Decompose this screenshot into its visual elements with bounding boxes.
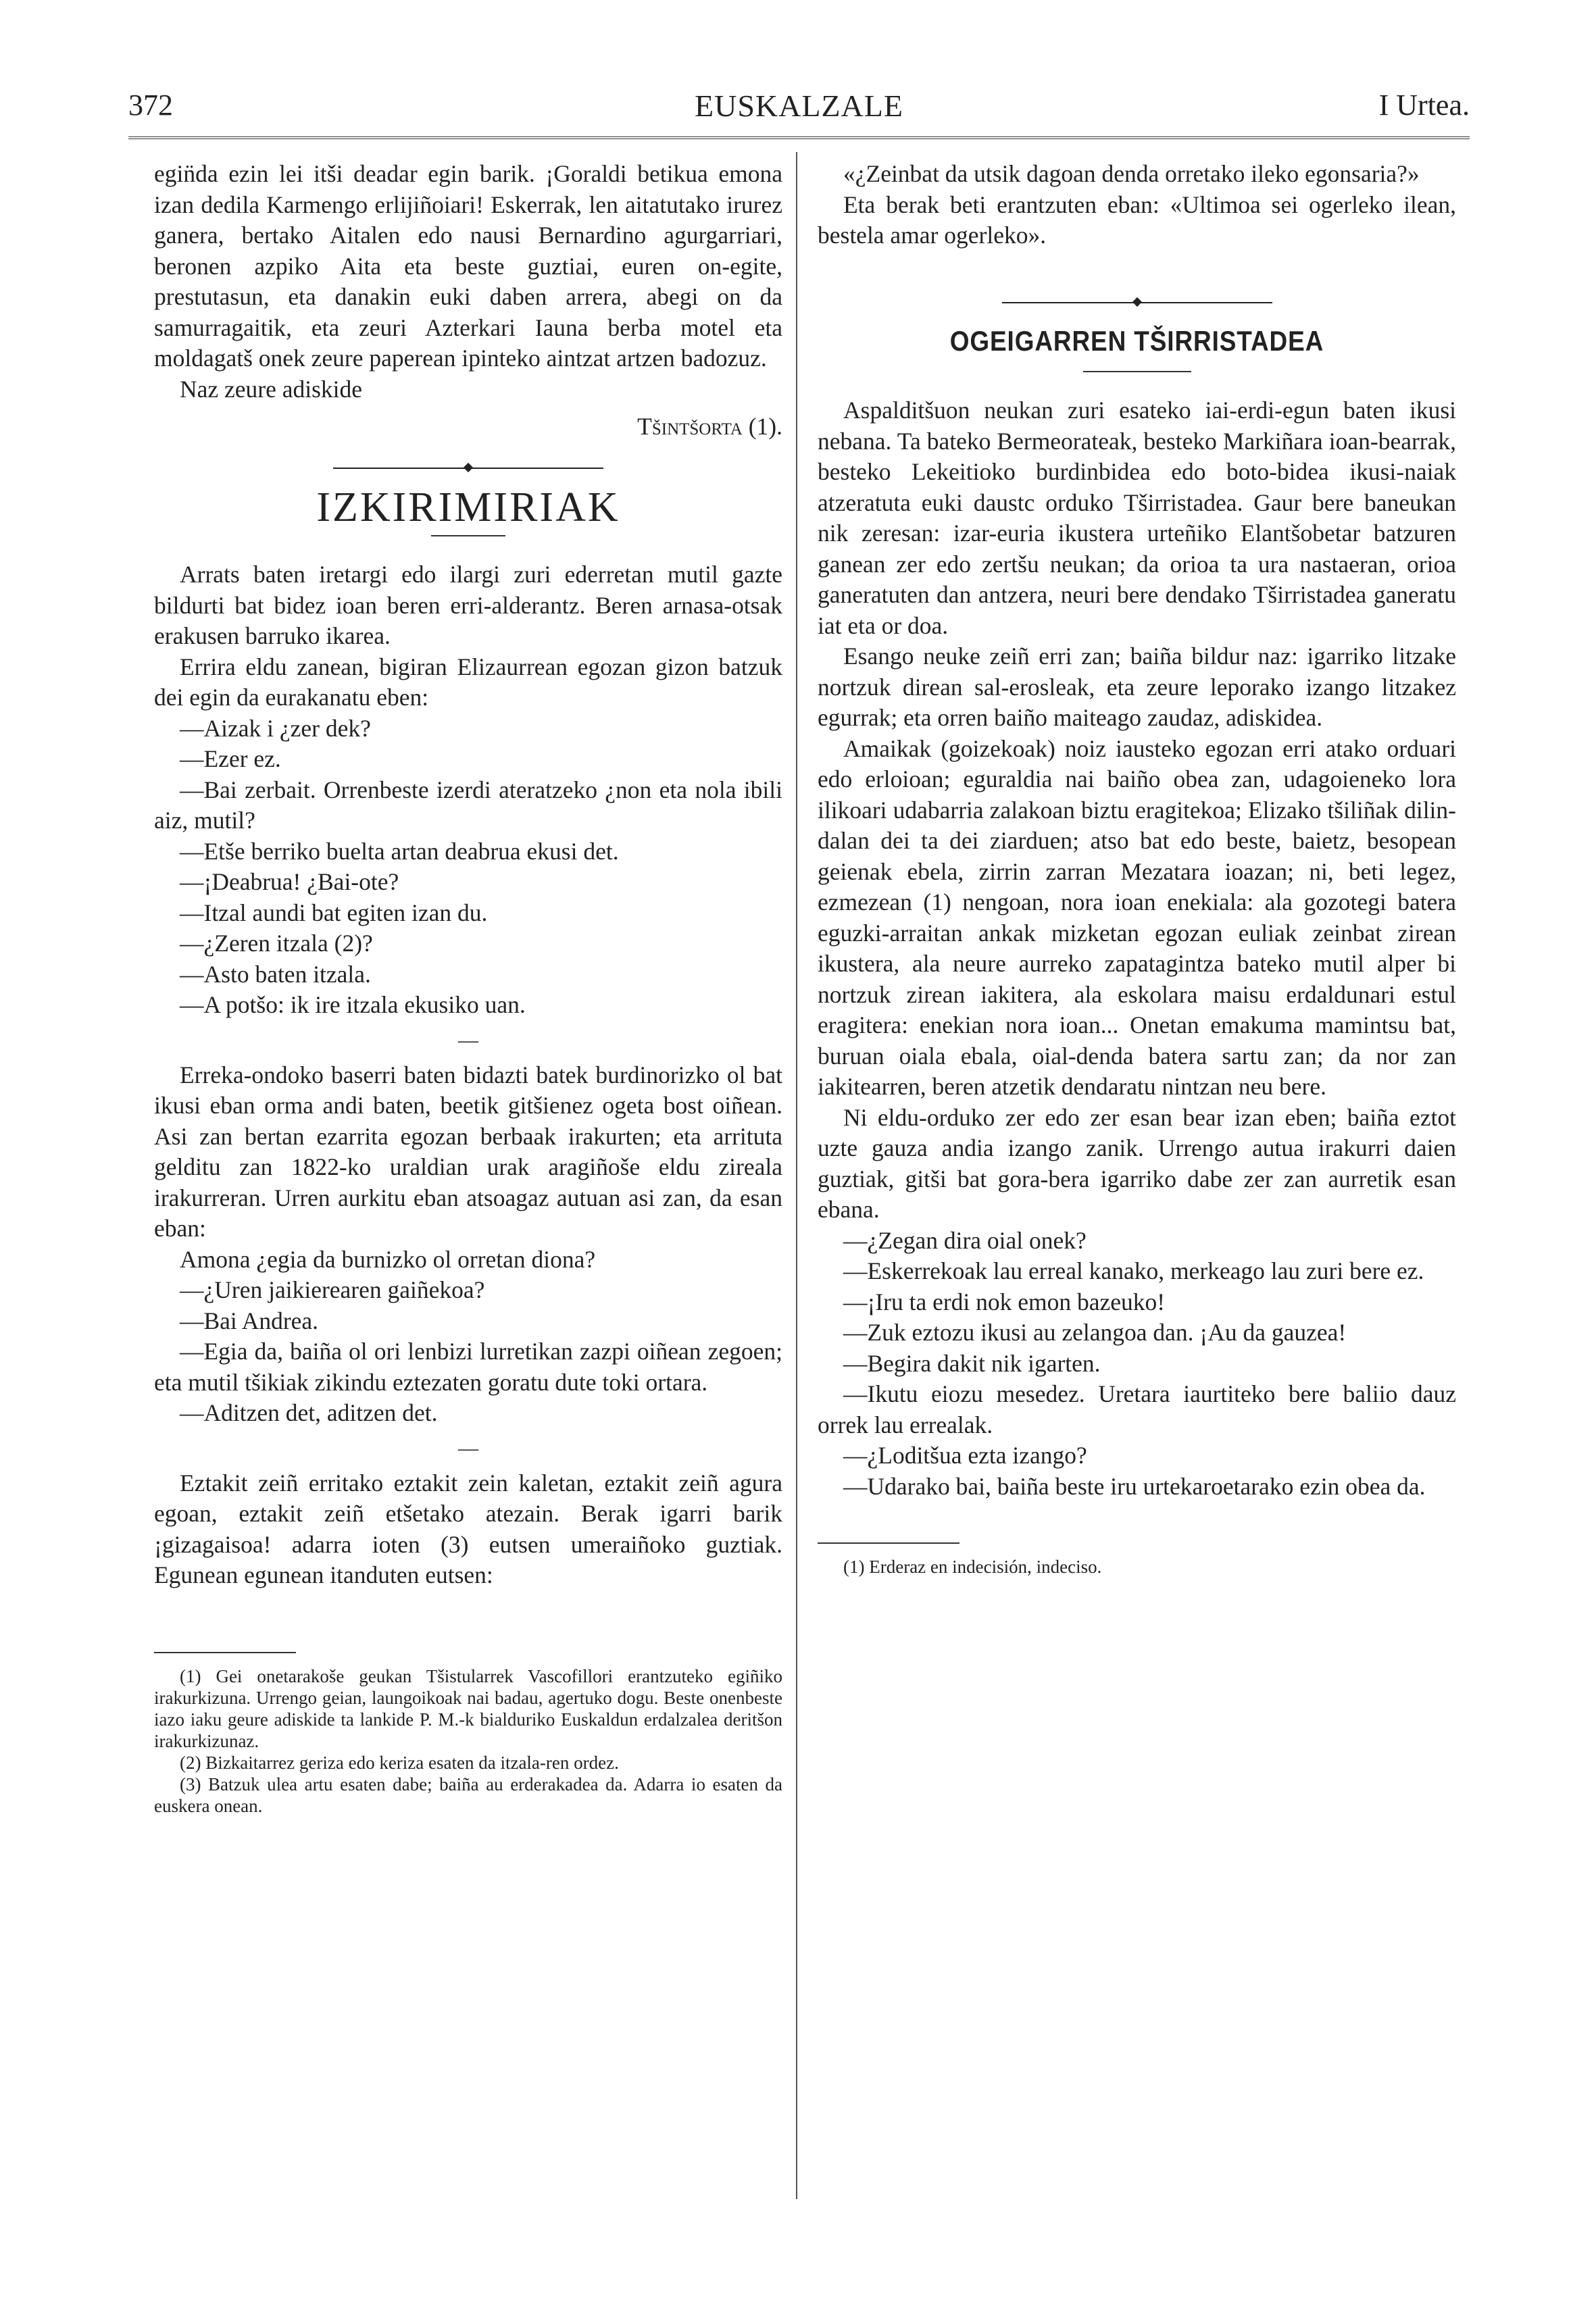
section-divider <box>333 464 603 472</box>
dialogue-line: —Aditzen det, aditzen det. <box>180 1399 438 1426</box>
dialogue-line: Amona ¿egia da burnizko ol orretan diona? <box>180 1245 596 1273</box>
column-divider <box>796 152 797 2199</box>
page-header <box>128 88 1470 142</box>
dialogue1 <box>154 713 782 1021</box>
footnote-right: (1) Erderaz en indecisión, indeciso. <box>843 1557 1102 1577</box>
dialogue-right <box>818 1226 1456 1503</box>
header-rule <box>128 136 1470 139</box>
dialogue-line: —A potšo: ik ire itzala ekusiko uan. <box>180 991 526 1018</box>
paragraph: Esango neuke zeiñ erri zan; baiña bildur naz: igarriko litzake nortzuk direan sal-erosleak, eta zeure leporako izango litzakez egurrak; eta orren baiño maiteago zaudaz, adiskidea. <box>818 643 1456 731</box>
story-separator: — <box>458 1028 478 1051</box>
dialogue-line: —Eskerrekoak lau erreal kanako, merkeago lau zuri bere ez. <box>843 1257 1424 1284</box>
footnote: (2) Bizkaitarrez geriza edo keriza esaten da itzala-ren ordez. <box>180 1752 619 1773</box>
dialogue-line: —Egia da, baiña ol ori lenbizi lurretikan zazpi oiñean zegoen; eta mutil tšikiak zikindu eztezaten goratu dute toki ortara. <box>154 1338 782 1396</box>
dialogue-line: —Aizak i ¿zer dek? <box>180 714 371 742</box>
dialogue-line: —¿Loditšua ezta izango? <box>843 1442 1087 1469</box>
dialogue-line: —Bai Andrea. <box>180 1307 319 1334</box>
dialogue-line: —Bai zerbait. Orrenbeste izerdi ateratzeko ¿non eta nola ibili aiz, mutil? <box>154 776 782 834</box>
dialogue-line: —Zuk eztozu ikusi au zelangoa dan. ¡Au da gauzea! <box>843 1319 1347 1346</box>
dialogue-line: —Etše berriko buelta artan deabrua ekusi det. <box>180 837 619 865</box>
paragraph: Amaikak (goizekoak) noiz iausteko egozan erri atako orduari edo erloioan; eguraldia nai baiño obea zan, udagoieneko lora ilikoari udabarria zalakoan biztu eragitekoa; Elizako tšiliñak dilin-dalan dei ta dei ziarduen; atso bat edo beste, baietz, besopean geienak ebela, zirrin zarran Mezatara ioazan; ni, beti legez, ezmezean (1) nengoan, nora ioan enekiala: ala gozotegi batera eguzki-arraitan ankak mizketan egozan euliak zeinbat zirean ikustera, ala neure aurreko zapatagintza bateko mutil alper bi nortzuk zirean iakitera, ala eskolara maisu erdaldunari estul eragitera: enekian nora ioan... Onetan emakuma mamintsu bat, buruan oiala ebala, oial-denda batera sartu zan; da nor zan iakitearren, beren atzetik dendaratu nintzan neu bere. <box>818 734 1456 1100</box>
story2-paragraph1: Erreka-ondoko baserri baten bidazti batek burdinorizko ol bat ikusi eban orma andi baten, beetik gitšienez ogeta bost oiñean. Asi zan bertan ezarrita egozan berbaak irakurten; eta arrituta gelditu zan 1822-ko uraldian urak aragiñoše eldu zireala irakurreran. Urren aurkitu eban atsoagaz autuan asi zan, da esan eban: <box>154 1061 782 1242</box>
dialogue-line: —Itzal aundi bat egiten izan du. <box>180 899 488 926</box>
dialogue-line: —Udarako bai, baiña beste iru urtekaroetarako ezin obea da. <box>843 1472 1426 1500</box>
story-separator-2: — <box>458 1436 478 1459</box>
dialogue-line: —Begira dakit nik igarten. <box>843 1349 1101 1377</box>
section-divider-right <box>1002 299 1272 307</box>
section-title-tsirristadea: OGEIGARREN TŠIRRISTADEA <box>949 324 1324 357</box>
paragraphs-right <box>818 395 1456 1226</box>
footnote-rule-right <box>818 1542 959 1544</box>
paragraph: Ni eldu-orduko zer edo zer esan bear izan eben; baiña eztot uzte gauza andia izango zanik. Urrengo autua irakurri daien guztiak, gitši bat gora-bera igarriko dabe zer zan aurretik esan ebana. <box>818 1103 1456 1223</box>
paragraph: Aspalditšuon neukan zuri esateko iai-erdi-egun baten ikusi nebana. Ta bateko Bermeorateak, besteko Markiñara ioan-bearrak, besteko Lekeitioko burdinbidea edo boto-bidea ikusi-naiak atzeratuta euki daustc orduko Tširristadea. Gaur bere baneukan nik zeresan: izar-euria ikustera urteñiko Elantšobetar batzuren ganean zer edo zertšu neukan; da orioa ta ura nastaeran, orioa ganeratuten dan antzera, neuri bere dendako Tširristadea ganeratu iat eta or doa. <box>818 397 1456 639</box>
title-rule-right <box>1083 371 1191 372</box>
footnote: (1) Gei onetarakoše geukan Tšistularrek Vascofillori erantzuteko egiñiko irakurkizuna. Urrengo geian, laungoikoak nai badau, agertuko dogu. Beste onenbeste iazo iaku geure adiskide ta lankide P. M.-k bialduriko Euskaldun erdalzalea deritšon irakurkizunaz. <box>154 1665 782 1751</box>
right-column <box>818 159 1456 1578</box>
story3-paragraph1: Eztakit zeiñ erritako eztakit zein kaletan, eztakit zeiñ agura egoan, eztakit zeiñ etšetako atezain. Berak igarri barik ¡gizagaisoa! adarra ioten (3) eutsen umeraiñoko guztiak. Egunean egunean itanduten eutsen: <box>154 1469 782 1588</box>
footnote: (3) Batzuk ulea artu esaten dabe; baiña au erderakadea da. Adarra io esaten da euskera onean. <box>154 1774 782 1816</box>
dialogue-line: —Ikutu eiozu mesedez. Uretara iaurtiteko bere baliio dauz orrek lau errealak. <box>818 1380 1456 1438</box>
dialogue-line: —¿Uren jaikierearen gaiñekoa? <box>180 1276 485 1303</box>
dialogue-line: Eta berak beti erantzuten eban: «Ultimoa sei ogerleko ilean, bestela amar ogerleko». <box>818 191 1456 249</box>
dialogue-line: «¿Zeinbat da utsik dagoan denda orretako ileko egonsaria?» <box>843 160 1420 187</box>
dialogue-line: —¡Deabrua! ¿Bai-ote? <box>180 868 399 895</box>
year-label: I Urtea. <box>1378 89 1470 122</box>
story1-paragraph1: Arrats baten iretargi edo ilargi zuri ederretan mutil gazte bildurti bat bidez ioan beren erri-alderantz. Beren arnasa-otsak erakusen barruko ikarea. <box>154 561 782 649</box>
footnote-rule <box>154 1652 296 1653</box>
dialogue-top <box>818 159 1456 251</box>
signature: Tšintšorta (1). <box>637 413 782 440</box>
left-column <box>154 159 782 1817</box>
footnotes-left <box>154 1665 782 1817</box>
dialogue2 <box>154 1244 782 1429</box>
section-title-izkirimiriak: IZKIRIMIRIAK <box>316 484 620 530</box>
journal-title: EUSKALZALE <box>695 89 903 123</box>
dialogue-line: —Asto baten itzala. <box>180 960 371 988</box>
story1-paragraph2: Errira eldu zanean, bigiran Elizaurrean egozan gizon batzuk dei egin da eurakanatu eben: <box>154 653 782 711</box>
title-rule <box>431 535 505 536</box>
dialogue-line: —¡Iru ta erdi nok emon bazeuko! <box>843 1288 1166 1315</box>
dialogue-line: —Ezer ez. <box>180 745 281 772</box>
dialogue-line: —¿Zeren itzala (2)? <box>180 930 373 957</box>
closing-line: Naz zeure adiskide <box>180 375 363 403</box>
dialogue-line: —¿Zegan dira oial onek? <box>843 1226 1087 1254</box>
intro-paragraph: egin̈da ezin lei itši deadar egin barik. ¡Goraldi betikua emona izan dedila Karmengo erlijiñoiari! Eskerrak, len aitatutako irurez ganera, bertako Aitalen edo nausi Bernardino agurgarriari, beronen azpiko Aita eta beste guztiai, euren on-egite, prestutasun, eta danakin euki daben arrera, abegi on da samurragaitik, eta zeuri Azterkari Iauna berba motel eta moldagatš onek zeure paperean ipinteko aintzat artzen badozuz. <box>154 160 782 372</box>
page-number: 372 <box>128 89 173 122</box>
